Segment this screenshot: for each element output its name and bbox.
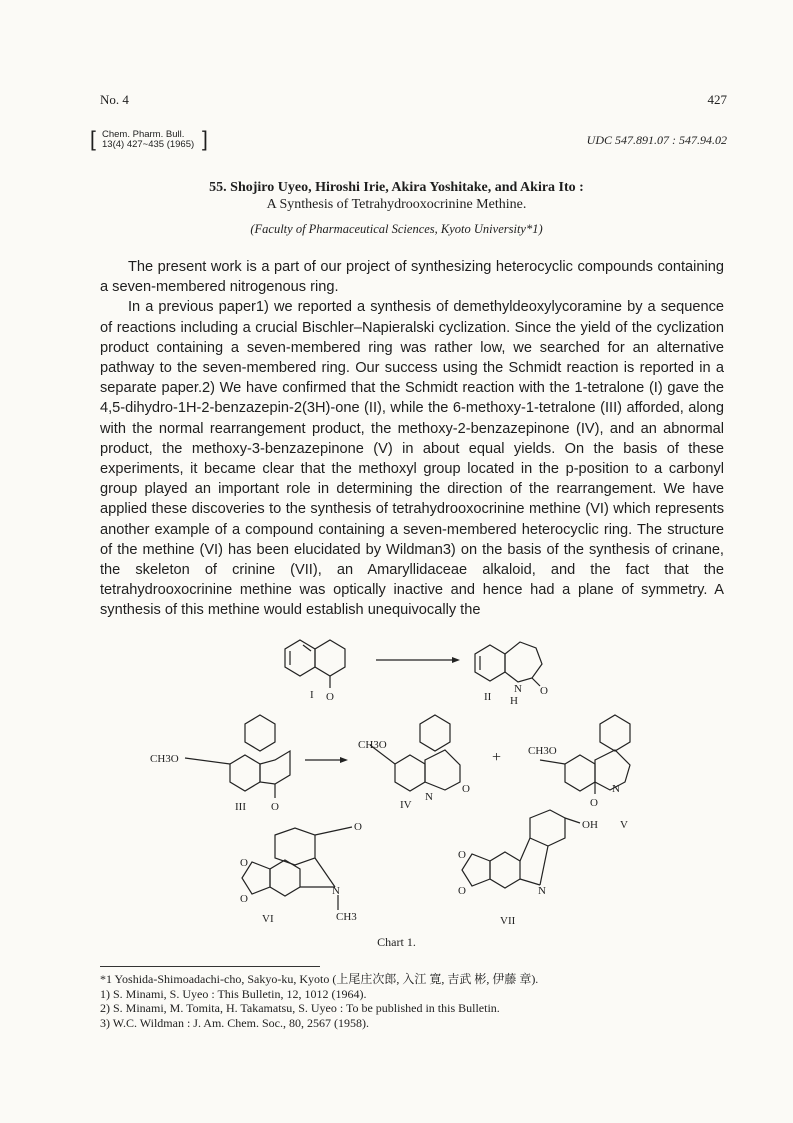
oxygen-label: O [354, 821, 362, 833]
compound-II [475, 642, 548, 707]
paragraph-1: The present work is a part of our project of synthesizing heterocyclic compounds containing a seven-membered nitrogenous ring. [100, 259, 724, 296]
footnote-1: 1) S. Minami, S. Uyeo : This Bulletin, 12, 1012 (1964). [100, 986, 367, 1001]
compound-label-VI: VI [262, 913, 274, 925]
nitrogen-label: N [612, 783, 620, 795]
journal-volume: 13(4) 427~435 (1965) [102, 139, 195, 150]
nitrogen-label: N [514, 683, 522, 695]
compound-IV [358, 715, 470, 811]
udc-code: UDC 547.891.07 : 547.94.02 [586, 133, 727, 147]
chart-caption: Chart 1. [377, 935, 416, 949]
footnote-3: 3) W.C. Wildman : J. Am. Chem. Soc., 80, 2567 (1958). [100, 1015, 369, 1030]
oxygen-label: O [458, 885, 466, 897]
n-methyl-label: CH3 [336, 911, 357, 923]
issue-number: No. 4 [100, 92, 129, 107]
compound-label-II: II [484, 691, 492, 703]
oxygen-label: O [458, 849, 466, 861]
oxygen-label: O [590, 797, 598, 809]
footnote-affiliation: *1 Yoshida-Shimoadachi-cho, Sakyo-ku, Kyoto (上尾庄次郎, 入江 寛, 吉武 彬, 伊藤 章). [100, 972, 539, 986]
oxygen-label: O [240, 893, 248, 905]
journal-name: Chem. Pharm. Bull. [102, 129, 185, 140]
methoxy-label: CH3O [358, 739, 387, 751]
oxygen-label: O [462, 783, 470, 795]
footnote-divider [100, 966, 320, 967]
nitrogen-label: N [538, 885, 546, 897]
footnotes [100, 972, 538, 1030]
paragraph-2: In a previous paper1) we reported a synthesis of demethyldeoxylycoramine by a sequence of reactions including a crucial Bischler–Napieralski cyclization. Since the yield of the cyclization product containing a seven-membered ring was rather low, we searched for an alternative pathway to the seven-membered ring. Our success using the Schmidt reaction is reported in a separate paper.2) We have confirmed that the Schmidt reaction with the 1-tetralone (I) gave the 4,5-dihydro-1H-2-benzazepin-2(3H)-one (II), while the 6-methoxy-1-tetralone (III) afforded, along with the normal rearrangement product, the methoxy-2-benzazepinone (IV), and an abnormal product, the methoxy-3-benzazepinone (V) in about equal yields. On the basis of these experiments, it became clear that the methoxyl group located in the p-position to a carbonyl group played an important role in determining the direction of the rearrangement. We have applied these discoveries to the synthesis of tetrahydrooxocrinine methine (VI) which represents another example of a compound containing a seven-membered heterocyclic ring. The structure of the methine (VI) has been elucidated by Wildman3) on the basis of the synthesis of crinane, the skeleton of crinine (VII), an Amaryllidaceae alkaloid, and the fact that the tetrahydrooxocrinine methine was optically inactive and hence had a plane of symmetry. A synthesis of this methine would establish unequivocally the [100, 299, 724, 619]
affiliation: (Faculty of Pharmaceutical Sciences, Kyoto University*1) [250, 222, 543, 236]
compound-VII [458, 810, 598, 927]
methoxy-label: CH3O [528, 745, 557, 757]
article-title: A Synthesis of Tetrahydrooxocrinine Methine. [266, 197, 527, 212]
article-heading [0, 179, 793, 213]
hydroxyl-label: OH [582, 819, 598, 831]
hydrogen-label: H [510, 695, 518, 707]
body-text [100, 257, 724, 621]
compound-label-VII: VII [500, 915, 516, 927]
compound-label-IV: IV [400, 799, 412, 811]
compound-V [528, 715, 630, 831]
methoxy-label: CH3O [150, 753, 179, 765]
plus-sign: + [492, 749, 502, 766]
compound-label-I: I [310, 689, 314, 701]
article-authors: 55. Shojiro Uyeo, Hiroshi Irie, Akira Yoshitake, and Akira Ito : [209, 180, 584, 195]
compound-label-III: III [235, 801, 246, 813]
compound-label-V: V [620, 819, 628, 831]
nitrogen-label: N [425, 791, 433, 803]
oxygen-label: O [326, 691, 334, 703]
compound-III [150, 715, 290, 813]
page-number: 427 [707, 92, 727, 107]
reaction-scheme [100, 620, 660, 930]
oxygen-label: O [540, 685, 548, 697]
nitrogen-label: N [332, 885, 340, 897]
compound-I [285, 640, 345, 703]
footnote-2: 2) S. Minami, M. Tomita, H. Takamatsu, S. Uyeo : To be published in this Bulletin. [100, 1001, 500, 1016]
oxygen-label: O [240, 857, 248, 869]
oxygen-label: O [271, 801, 279, 813]
journal-reference: [ Chem. Pharm. Bull. 13(4) 427~435 (1965) ] [90, 128, 208, 151]
compound-VI [240, 821, 362, 925]
